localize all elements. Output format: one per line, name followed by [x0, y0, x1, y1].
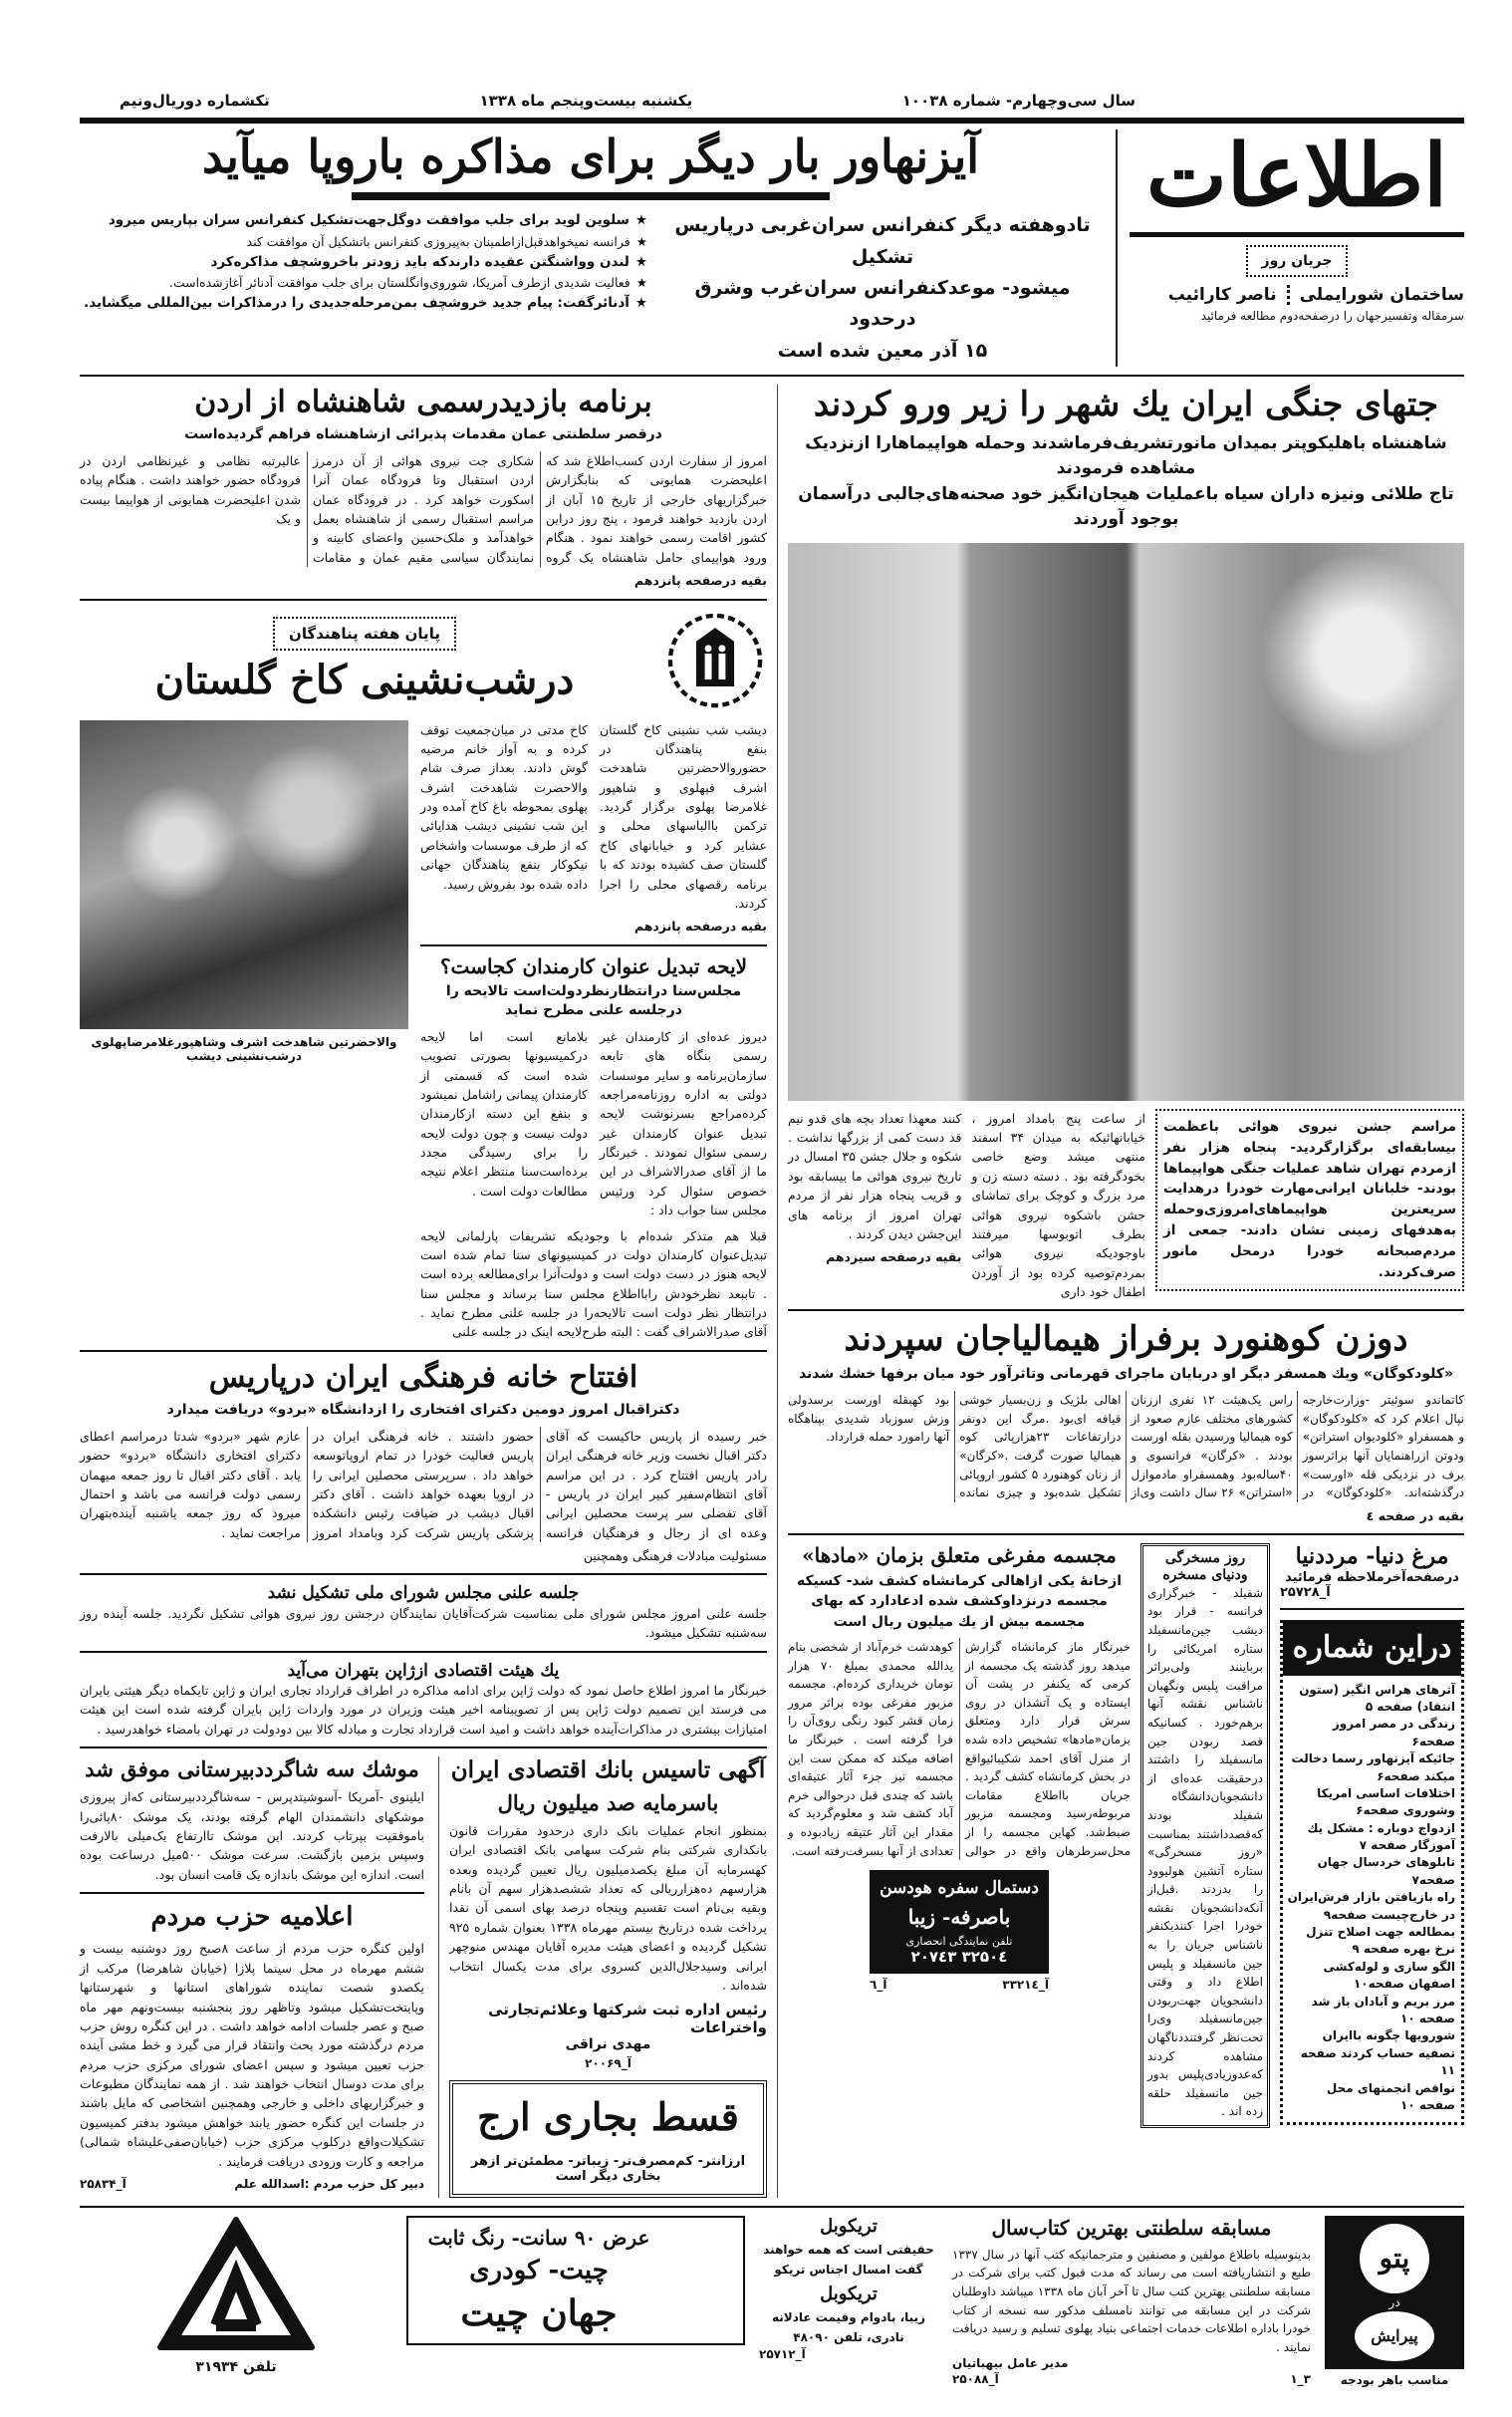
bullet-item: [80, 210, 647, 232]
party-body: اولین کنگره حزب مردم از ساعت ۸صبح روز دوشنبه بیست و ششم مهرماه در محل سینما پلازا (خیابان شاهرضا) مرکب از یکصدو شصت نماینده شوراهای استانها و شهرستانها وپایتخت‌تشکیل میشود وتاظهر روز پنجشنبه بیست‌ونهم مهر ماه صبح و عصر جلسات ادامه خواهد داشت . در این کنگره روش حزب مردم درگذشته مورد بحث وانتقاد قرار می گیرد و خط مشی آینده حزب تعیین میشود و سپس اعضای شورای مرکزی حزب مردم برای مدت دوسال انتخاب خواهند شد . از همه نمایندگان مطبوعات و خبرگزاریهای داخلی و خارجی وهمچنین اشخاصی که مایل باشند در جلسات این کنگره حضور یابند خواهش میشود بدفتر کمیسیون تشکیلات‌واقع درکلوپ مرکزی حزب (خیابان‌صفی‌علیشاه شمالی) مراجعه و کارت ورودی دریافت فرمایند .: [80, 1941, 424, 2169]
header-rule: [80, 118, 1464, 124]
index-item[interactable]: شورویها چگونه باایران تصفیه حساب کردند صفحه ۱۱: [1300, 2028, 1455, 2078]
himalaya-headline: دوزن کوهنورد برفراز هیمالیاجان سپردند: [844, 1319, 1408, 1360]
star-icon: ★: [634, 295, 647, 312]
refugees-col2: کاخ مدتی در میان‌جمعیت توقف کرده و به آواز خانم مرضیه گوش دادند. بعداز صرف شام والاحضرت شاهدخت اشرف پهلوی بمحوطه باغ کاخ آمده ودر این شب نشینی دیشب هدایائی که از طرف موسسات واشخاص نیکوکار بنفع پناهندگان جهانی داده شده بود بفروش رسید.: [420, 721, 588, 892]
index-item[interactable]: مرز بریم و آبادان باز شد صفحه ۱۰: [1311, 1994, 1455, 2025]
lead-subhead: میشود- موعدکنفرانس سران‌غرب وشرق درحدود: [694, 276, 1071, 331]
section-rule: [80, 1573, 767, 1575]
employees-col1: دیروز عده‌ای از کارمندان غیر رسمی بنگاه های تابعه سازمان‌برنامه و سایر موسسات دولتی به اداره روزنامه‌مراجعه کرده‌مراجع بسرنوشت لایحه تبدیل عنوان کارمندان غیر رسمی سئوال نمودند . خبرنگار ما از آقای صدرالاشراف در این خصوص سئوال کرد ورئیس مجلس سنا جواب داد :: [600, 1028, 767, 1218]
index-item[interactable]: جائیکه آیزنهاور رسما دخالت میکند صفحه۶: [1291, 1751, 1455, 1783]
jets-continued: بقیه درصفحه سیزدهم: [826, 1249, 962, 1265]
bird-note: درصفحه‌آخرملاحظه فرمائید: [1285, 1569, 1459, 1585]
index-box: [1280, 1620, 1464, 2126]
refugees-continued: بقیه درصفحه پانزدهم: [633, 919, 767, 935]
section-rule: [1280, 1608, 1464, 1610]
hodson-napkin-ad: [870, 1870, 1049, 1973]
jahan-chit-ad: [406, 2216, 745, 2345]
bank-headline: آگهی تاسیس بانك اقتصادی ایران: [450, 1756, 766, 1784]
paris-sign: مسئولیت مبادلات فرهنگی وهمچنین: [583, 1548, 767, 1564]
employees-headline: لایحه تبدیل عنوان کارمندان کجاست؟: [439, 953, 748, 978]
party-headline: اعلامیه حزب مردم: [150, 1902, 354, 1933]
jets-subhead: شاهنشاه باهلیکوپتر بمیدان مانورتشریف‌فرماشدند وحمله هواپیماهارا ازنزدیک مشاهده فرمودند: [805, 432, 1447, 479]
column-label-wrap: [1130, 245, 1464, 277]
statue-column: [788, 1543, 1131, 1991]
headline-bar: [352, 192, 830, 200]
lead-subhead: ۱۵ آذر معین شده است: [777, 339, 988, 362]
bird-code: آ_۲۵۷۲۸: [1280, 1584, 1331, 1600]
himalaya-body: کاتماندو سوئیتر -وزارت‌خارجه نپال اعلام کرد که «کلودکوگان» و همسفراو «کلودیوان استراتن» ودوتن ازراهنمایان آنها براثرسوز برف در نزدیکی قله «اورست» درگذشته‌اند. «کلودکوگان» در راس یک‌هیئت ۱۲ نفری اززنان کشورهای مختلف عازم صعود از کوه هیمالیا ورسیدن بقله اورست بودند . «کرگان» فرانسوی و ۴۰ساله‌بود وهمسفراو مادموازل «استراتن» ۲۶ سال داشت وی‌از اهالی بلژیک و زن‌بسیار خوشی قیافه ای‌بود .مرگ این دونفر درارتفاعات ۲۳هزارپائی کوه هیمالیا صورت گرفت .«کرگان» از زنان کوهنورد ۵ کشور اروپائی تشکیل شده‌بود و چیزی نمانده بود کهبقله اورست برسد‌ولی وزش سوزباد شدیدی بپناهگاه آنها رامورد حمله قرارداد.: [788, 1393, 1464, 1500]
tricobel-code: آ_۲۵۷۱۲: [759, 2346, 806, 2361]
refugees-text: [420, 720, 767, 1342]
majlis-headline: جلسه علنی مجلس شورای ملی تشکیل نشد: [267, 1583, 580, 1604]
newspaper-logo: اطلاعات: [1145, 126, 1448, 226]
party-footer: [80, 2177, 424, 2191]
jets-box: مراسم جشن نیروی هوائی باعظمت بیسابقه‌ای برگزارگردید- پنجاه هزار نفر ازمردم تهران شاهد عملیات جنگی هواپیماها بودند- خلبانان ایرانی‌مهارت خودرا درهدایت سریعترین هواپیماهای‌امروزی‌وحمله به‌هدفهای زمینی نشان دادند- جمعی از مردم‌صبحانه خودرا درمحل مانور صرف‌کردند.: [1155, 1109, 1464, 1291]
bullet-item: [80, 252, 647, 274]
bullet-text: سلوین لوید برای جلب موافقت دوگل‌جهت‌تشکیل کنفرانس سران بپاریس میرود: [108, 212, 630, 229]
statue-subhead: ازخانهٔ یکی ازاهالی کرمانشاه کشف شد- کسیکه مجسمه درنزداوکشف شده ادعادارد که بهای مجسمه بیش از یك میلیون ریال است: [796, 1573, 1123, 1630]
tricobel-text2: زیبا، بادوام وقیمت عادلانه نادری، تلفن ۴۸۰۹۰: [772, 2310, 925, 2344]
patu-title: پتو: [1360, 2224, 1429, 2293]
bullet-item: [80, 232, 647, 252]
jets-col2: کنند معهذا تعداد بچه های قدو نیم قد دست کمی از بزرگها نداشت . شکوه و جلال جشن ۳۵ امسال در تاریخ نیروی هوائی ما بیسابقه بود و قریب پنجاه هزار نفر از مردم تهران امروز از برنامه های این‌جشن دیدن کردند .: [788, 1110, 962, 1241]
statue-headline: مجسمه مفرغی متعلق بزمان «مادها»: [802, 1543, 1117, 1568]
soiree-photo-block: [80, 720, 408, 1063]
soiree-caption: والاحضرتین شاهدخت اشرف وشاهپورغلامرضاپهلوی درشب‌نشینی دیشب: [91, 1034, 397, 1063]
jordan-continued: بقیه درصفحه پانزدهم: [633, 573, 767, 589]
bank-body: بمنظور انجام عملیات بانک داری درحدود مقررات قانون بانکداری شرکتی بنام شرکت سهامی بانک اقتصادی ایران کهسرمایه آن مبلغ یکصدمیلیون ریال تعیین گردیده وبعده هزارسهم ده‌هزارریالی که تعداد ششصدهزار سهم آن بانام وبقیه بی‌نام است تقسیم وپنجاه درصد بهای اسمی آن نقدا پرداخت شده درتاریخ بیستم مهرماه ۱۳۳۸ بعنوان شماره ۹۲۵ تشکیل گردیده و اعضای هیئت مدیره آقایان مهندس منوچهر ایرانی وسیدجلال‌الدین کسروی برای مدت یکسال انتخاب شده‌اند .: [449, 1822, 767, 1993]
star-icon: ★: [634, 212, 647, 229]
bank-ad-code: آ_۲۰۰۶۹: [585, 2056, 631, 2071]
majlis-body: جلسه علنی امروز مجلس شورای ملی بمناسبت شرکت‌آقایان نمایندگان درجشن روز نیروی هوائی تشکیل نگردید. جلسه آینده روز سه‌شنبه تشکیل میشود.: [80, 1605, 767, 1641]
header-meta: [80, 92, 1464, 110]
column-label: جریان روز: [1246, 245, 1349, 277]
statue-body: خبرنگار ماز کرمانشاه گزارش میدهد روز گذشته یک مجسمه از کرمی که یکنفر در پشت آن ایستاده و یک آتشدان در روی سرش قرار دارد ومتعلق بزمان«مادها» تشخیص داده شده از منزل آقای احمد شکیبائیواقع در بخش کرمانشاه کشف گردید . جریان بااطلاع مقامات مربوطه‌رسید ومجسمه مزبور ضبط‌شد. کهاین مجسمه را از محل‌سرطرهان واقع در حوالی کوهدشت خرم‌آباد از شخصی بنام یدالله محمدی بمبلغ ۷۰ هزار تومان خریداری کرده‌ام. مجسمه مزبور مفرغی بوده براثر مرور زمان قشر کبود رنگی روی‌آن را فرا گرفته است . خبرنگار ما اضافه میکند که ممکن ست این مجسمه نیز جزء آثار عتیقه‌ای باشد که چندی قبل درحوالی خرم آباد کشف شد و معلوم‌گردید که مقدار این آثار عتیقه زیادبوده و تعدادی از آنها بسرقت‌رفته است.: [788, 1640, 1131, 1858]
comic-box: [1140, 1543, 1270, 2128]
arj-title: قسط بجاری ارج: [477, 2094, 739, 2140]
hodson-codes: [870, 1978, 1049, 1992]
index-item[interactable]: نواقص انجمنهای محل صفحه ۱۰: [1326, 2080, 1455, 2112]
lead-bullets: [80, 210, 647, 315]
japan-body: خبرنگار ما امروز اطلاع حاصل نمود که دولت ژاپن برای ادامه مذاکره در اطراف قرارداد تجاری ایران و ژاپن تایکماه دیگر هیئتی بایران می فرستد این تصمیم دولت ژاپن پس از تصویبنامه اخیر هیئت وزیران در مورد واردات ژاپن بایران گرفته شده است این هیئت امتیازات بیشتری در مذاکرات‌آینده خواهد داشت و امید است قرارداد تجارت و مبادله کالا بین دودولت در تهران بامضاء خواهدرسید .: [80, 1683, 767, 1737]
jets-headline: جتهای جنگی ایران یك شهر را زیر ورو کردند: [813, 384, 1439, 424]
soiree-photo: [80, 720, 408, 1029]
left-column: [80, 385, 777, 2198]
paris-subhead: دکتراقبال امروز دومین دکترای افتخاری را ازدانشگاه «بردو» دریافت میدارد: [166, 1401, 680, 1418]
section-rule: [80, 2206, 1464, 2208]
logo-rule: [1130, 232, 1464, 237]
employees-subhead: مجلس‌سنا درانتظارنظردولت‌است تالایحه را درجلسه علنی مطرح نماید: [445, 982, 742, 1019]
refugees-row: [80, 720, 767, 1342]
comic-title: روز مسخرگی ودنیای مسخره: [1162, 1550, 1248, 1583]
refugees-col1: دیشب شب نشینی کاخ گلستان بنفع پناهندگان در حضوروالاحضرتین شاهدخت اشرف فپهلوی و شاهپور غلامرضا پهلوی برگزار گردید. ترکمن باالباسهای محلی و عشایر کرد و خیابانهای کاخ گلستان صف کشیده بودند که با برنامه رقصهای محلی را اجرا کردند.: [600, 721, 767, 911]
contest-code2: ۳_۱: [1290, 2372, 1311, 2387]
hodson-phones: ۳۲۵۰٤ ۲۰۷٤۳: [910, 1947, 1008, 1966]
lead-story: [80, 130, 1116, 367]
index-item[interactable]: بمطالعه جهت اصلاح تنزل نرخ بهره صفحه ۹: [1306, 1925, 1455, 1957]
main-band: [80, 385, 1464, 2198]
tricobel-title2: تریکوبل: [820, 2283, 878, 2304]
refugees-header: [80, 609, 767, 712]
patu-tagline: مناسب باهر بودجه: [1340, 2372, 1449, 2387]
star-icon: ★: [634, 253, 647, 270]
price: تکشماره دوریال‌ونیم: [120, 92, 270, 110]
triangle-brand-logo: [156, 2216, 316, 2355]
jordan-body: امروز از سفارت اردن کسب‌اطلاع شد که اعلیحضرت همایونی که بنابگزارش خبرگزاریهای خارجی از تاریخ ۱۵ آبان از اردن بازدید خواهند فرمود ، پنج روز دراین کشور اقامت رسمی خواهند نمود . هنگام ورود هواپیمای حامل شاهنشاه یک گروه شکاری جت نیروی هوائی از آن درمرز اردن استقبال وتا فرودگاه عمان آنرا اسکورت خواهد کرد . در فرودگاه عمان مراسم استقبال رسمی از شاهنشاه بعمل خواهدآمد و ملک‌حسین واعضای کابینه و نمایندگان سیاسی مقیم عمان و مقامات عالیرتبه نظامی و غیرنظامی اردن در فرودگاه حضور خواهند داشت . هنگام پیاده شدن اعلیحضرت همایونی از هواپیما بیست و یک: [80, 452, 767, 565]
bottom-ads-row: [80, 2216, 1464, 2387]
book-contest-ad: [952, 2216, 1311, 2387]
column-byline: [1130, 285, 1464, 305]
japan-headline: یك هیئت اقتصادی ازژاپن بتهران می‌آید: [287, 1660, 560, 1681]
section-rule: [80, 1350, 767, 1352]
right-column: [777, 385, 1464, 2198]
top-band: [80, 126, 1464, 367]
party-sign: دبیر کل حزب مردم :اسدالله علم: [234, 2176, 424, 2191]
jets-subheads: [788, 431, 1464, 533]
section-rule: [80, 1892, 424, 1894]
employees-col3: قبلا هم متذکر شده‌ام با وجودیکه تشریفات پارلمانی لایحه تبدیل‌عنوان کارمندان دولت در کمیسیونهای سنا تمام شده است لایحه هنوز در دست دولت است و دولت‌آنرا برای‌مطالعه برده است . تاببعد نظرخودش رابااطلاع مجلس سنا برساند و مجلس سنا درانتظار نظر دولت است تالایحه‌را در جلسه علنی مطرح نماید . آقای صدرالاشراف گفت : البته طرح‌لایحه اینک در جلسه علنی: [420, 1227, 767, 1340]
lower-left-row: [80, 1756, 767, 2198]
section-rule: [80, 599, 767, 601]
refugees-box-title: پایان هفته پناهندگان: [273, 617, 456, 651]
comic-body: شفیلد - خبرگزاری فرانسه - قرار بود دیشب جین‌مانسفیلد ستاره امریکائی را برباینند ولی‌براثر مراقبت پلیس ونگهبان ناشناس نقشه آنها برهم‌خورد . کسانیکه قصد ربودن جین مانسفیلد را داشتند درحقیقت عده‌ای از دانشجویان‌دانشگاه شفیلد بودند که‌قصدداشتند بمناسبت «روز مسخرگی» ستاره آتشین هولیوود را بدزدند .قبل‌از آنکه‌دانشجویان نقشه خودرا اجرا کنند‌یکنفر ناشناس جریان را به جین مانسفیلد و پلیس اطلاع داد و وقتی دانشجویان جهت‌ربودن جین‌مانسفیلد وی‌را تحت‌نظر گرفتند‌دناگهان مشاهده کردند که‌عدوزیادی‌پلیس بدور جین مانسفیلد حلقه زده اند .: [1147, 1585, 1263, 2119]
index-item[interactable]: زندگی در مصر امروز صفحه۶: [1332, 1717, 1455, 1748]
paris-body: خبر رسیده از پاریس حاکیست که آقای دکتر اقبال نخست وزیر خانه فرهنگی ایران رادر پاریس افتتاح کرد . در این مراسم آقای انتظام‌سفیر کبیر ایران در پاریس - آقای تفضلی سر پرست محصلین ایرانی وعده ای از رجال و فرهنگیان فرانسه حضور داشتند . خانه فرهنگی ایران در پاریس فعالیت خودرا در تمام اروپاتوسعه خواهد داد . سرپرستی محصلین ایرانی را در اروپا بعهده خواهد داشت . آقای دکتر اقبال دیشب در ضیافت رئیس دانشکده پزشکی پاریس شرکت کرد وبامداد امروز عازم شهر «بردو» شدتا درمراسم اعطای دکترای افتخاری دانشگاه «بردو» حضور یابد . آقای دکتر اقبال تا روز جمعه میهمان رسمی دولت فرانسه می باشد و احتمال میرود که روز جمعه یاشنبه آینده‌بتهران مراجعت نماید .: [80, 1428, 767, 1540]
jets-col2-wrap: [788, 1109, 962, 1267]
patu-block: [1325, 2216, 1464, 2387]
logo-phone: تلفن ۳۱۹۳۴: [195, 2358, 277, 2375]
lead-subhead: تادوهفته دیگر کنفرانس سران‌غربی درپاریس تشکیل: [674, 214, 1091, 268]
column-author: ناصر کارائیب: [1168, 285, 1290, 305]
hodson-title: دستمال سفره هودسن: [880, 1878, 1039, 1899]
section-rule: [80, 1651, 767, 1653]
column-note: سرمقاله وتفسیرجهان را درصفحه‌دوم مطالعه فرمائید: [1200, 308, 1464, 323]
hodson-code2: آ_٦: [870, 1977, 887, 1992]
triangle-logo-block: [80, 2216, 392, 2375]
issue-line: سال سی‌وچهارم- شماره ۱۰۰۳۸: [901, 92, 1135, 110]
bank-sign-name: مهدی نراقی: [565, 2036, 651, 2053]
bullet-text: فرانسه نمیخواهدقبل‌ازاطمینان به‌پیروزی کنفرانس باتشکیل آن موافقت کند: [246, 233, 630, 249]
tricobel-ad: [759, 2216, 938, 2361]
lead-headline: آیزنهاور بار دیگر برای مذاکره باروپا میآید: [201, 130, 980, 183]
air-show-photo-collage: [788, 543, 1464, 1101]
bird-index-column: [1280, 1543, 1464, 2125]
date-line: یکشنبه بیست‌وپنجم ماه ۱۳۳۸: [479, 92, 693, 110]
patu-brand: پیرایش: [1355, 2311, 1434, 2361]
section-rule: [788, 1309, 1464, 1311]
star-icon: ★: [635, 275, 647, 291]
masthead-column: [1116, 126, 1464, 367]
star-icon: ★: [635, 233, 647, 249]
contest-title: مسابقه سلطنتی بهترین کتاب‌سال: [991, 2215, 1272, 2240]
jets-subhead: تاج طلائی ونیزه داران سیاه باعملیات هیجان‌انگیز خود صحنه‌های‌جالبی درآسمان بوجود آوردند: [798, 483, 1454, 530]
index-item[interactable]: ازدواج دوباره : مشکل یك آموزگار صفحه ۷: [1307, 1820, 1455, 1853]
jahan-line2: چیت- کودری: [469, 2255, 609, 2285]
bullet-text: آدنائرگفت: پیام جدید خروشچف بمن‌مرحله‌جدیدی را درمذاکرات بین‌المللی میگشاید.: [84, 295, 630, 312]
index-list: [1283, 1676, 1461, 2115]
hodson-tagline: باصرفه- زیبا: [907, 1904, 1011, 1929]
jets-col1: از ساعت پنج بامداد امروز ، خیابانهائیکه به میدان ۳۴ اسفند منتهی میشد وضع خاصی بخودگرفته بود . دسته دسته زن و مرد بزرگ و کوچک برای تماشای جشن باشکوه نیروی هوائی بطرف اتوبوسها میرفتند باوجودیکه نیروی هوائی بمردم‌توصیه کرده بود از آوردن اطفال خود داری: [971, 1110, 1145, 1300]
section-rule: [420, 944, 767, 946]
refugees-cols: [420, 720, 767, 914]
lead-row: [80, 210, 1102, 367]
missile-headline: موشك سه شاگرددبیرستانی موفق شد: [85, 1756, 419, 1782]
index-title: دراین شماره: [1283, 1620, 1461, 1676]
employees-cols: [420, 1027, 767, 1220]
section-rule: [80, 375, 1464, 377]
lower-right-row: [788, 1543, 1464, 2128]
bullet-text: فعالیت شدیدی ازطرف آمریکا، شوروی‌وانگلستان برای جلب موافقت آدنائر آغازشده‌است.: [168, 275, 630, 291]
lead-subheads: [663, 210, 1102, 367]
column-title: ساختمان شورایملی: [1299, 284, 1464, 305]
himalaya-continued: بقیه در صفحه ٤: [1366, 1507, 1464, 1523]
jets-text-row: [788, 1109, 1464, 1302]
un-refugee-logo-icon: [663, 609, 767, 712]
arj-heater-ad: [449, 2080, 767, 2198]
jahan-line1: عرض ۹۰ سانت- رنگ ثابت: [427, 2225, 650, 2250]
index-item[interactable]: اختلافات اساسی امریکا وشوروی صفحه۶: [1317, 1785, 1455, 1818]
bullet-text: لندن وواشنگتن عقیده دارندکه باید زودتر باخروشچف مذاکره‌کرد: [210, 253, 630, 270]
index-item[interactable]: راه بازیافتن بازار فرش‌ایران در خارج‌چیست صفحه۹: [1287, 1890, 1455, 1922]
index-item[interactable]: الگو سازی و لوله‌کشی اصفهان صفحه۱۰: [1323, 1959, 1455, 1992]
missile-body: ایلینوی -آمریکا -آسوشیتدپرس - سه‌شاگرددبیرستانی که‌از پیروزی موشکهای دانشمندان الهام گرفته بودند، یک موشک ۸۰پائی‌را باموفقیت بپرتاب کردند. این موشک تاارتفاع یک‌میلی بالارفت وسپس بزمین بازگشت. سرعت موشک ۵۰۰میل درساعت بوده است. اندازه این موشک باندازه یک قامت انسان بود.: [80, 1789, 424, 1882]
patu-mid: در: [1388, 2294, 1400, 2309]
refugees-titles: [80, 617, 649, 704]
jordan-subhead: درقصر سلطنتی عمان مقدمات پذیرائی ازشاهنشاه فراهم گردیده‌است: [184, 425, 662, 442]
refugees-headline: درشب‌نشینی کاخ گلستان: [154, 656, 575, 703]
section-rule: [788, 1533, 1464, 1535]
index-item[interactable]: تابلوهای خردسال جهان صفحه۷: [1317, 1855, 1455, 1887]
contest-code: آ_۲۵۰۸۸: [952, 2372, 999, 2387]
bullet-item: [80, 273, 647, 293]
paris-headline: افتتاح خانه فرهنگی ایران درپاریس: [208, 1359, 638, 1395]
contest-sign: مدیر عامل بیهباتیان: [952, 2356, 1069, 2371]
bird-title: مرغ دنیا- مرددنیا: [1295, 1543, 1449, 1570]
tricobel-title: تریکوبل: [820, 2215, 878, 2237]
index-item[interactable]: آثرهای هراس انگیز (ستون انتقاد) صفحه ۵: [1299, 1682, 1455, 1714]
missile-party-column: [80, 1756, 424, 2191]
bank-column: [438, 1756, 767, 2198]
hodson-phone-label: تلفن نمایندگی انحصاری: [905, 1934, 1013, 1948]
hodson-code: آ_۳۳۲۱٤: [1002, 1977, 1049, 1992]
bank-sign-title: رئیس اداره ثبت شرکتها وعلائم‌تجارتی واختراعات: [488, 2001, 767, 2037]
patu-pirayesh-ad: [1325, 2216, 1464, 2369]
tricobel-text1: حقیقتی است که همه خواهند گفت امسال اجناس تریکو: [763, 2243, 934, 2277]
arj-tagline: ارزانتر- کم‌مصرف‌تر- زیباتر- مطمئن‌تر ازهر بخاری دیگر است: [470, 2153, 746, 2184]
jordan-headline: برنامه بازدیدرسمی شاهنشاه از اردن: [194, 384, 652, 419]
contest-codes: [952, 2372, 1311, 2386]
refugees-box-wrap: [80, 617, 649, 651]
contest-body: بدینوسیله باطلاع مولفین و مصنفین و مترجمانیکه کتب آنها در سال ۱۳۳۷ طبع و انتشاریافته است می رساند که مدت قبول کتب برای شرکت در مسابقه سلطنتی بهترین کتب سال تا آخر آبان ماه ۱۳۳۸ میباشد داوطلبان شرکت در این مسابقه می توانند نامسلف مذکور سه نسخه از کتاب خودرا باداره اطلاعات خدمات اجتماعی بنیاد پهلوی تسلیم و رسید دریافت نمایند .: [952, 2247, 1311, 2354]
himalaya-subhead: «کلودکوگان» ویك همسفر دیگر او دربایان ماجرای قهرمانی وتاثرآور خود میان برفها خشك شدند: [798, 1366, 1454, 1383]
bank-subhead: باسرمایه صد میلیون ریال: [497, 1789, 719, 1815]
jahan-brand: جهان چیت: [460, 2292, 618, 2335]
employees-col2: بلامانع است اما لایحه درکمیسیونها بصورتی تصویب شده است که قسمتی از کارمندان پیمانی راشامل نمیشود و بنفع این دسته ازکارمندان دولت نیست و چون دولت لایحه را برای رسیدگی مجدد برده‌است‌سنا منتظر اعلام نتیجه مطالعات دولت است .: [420, 1028, 588, 1199]
party-code: آ_۲۵۸۳۴: [80, 2176, 126, 2191]
bullet-item: [80, 293, 647, 315]
section-rule: [80, 1746, 767, 1748]
